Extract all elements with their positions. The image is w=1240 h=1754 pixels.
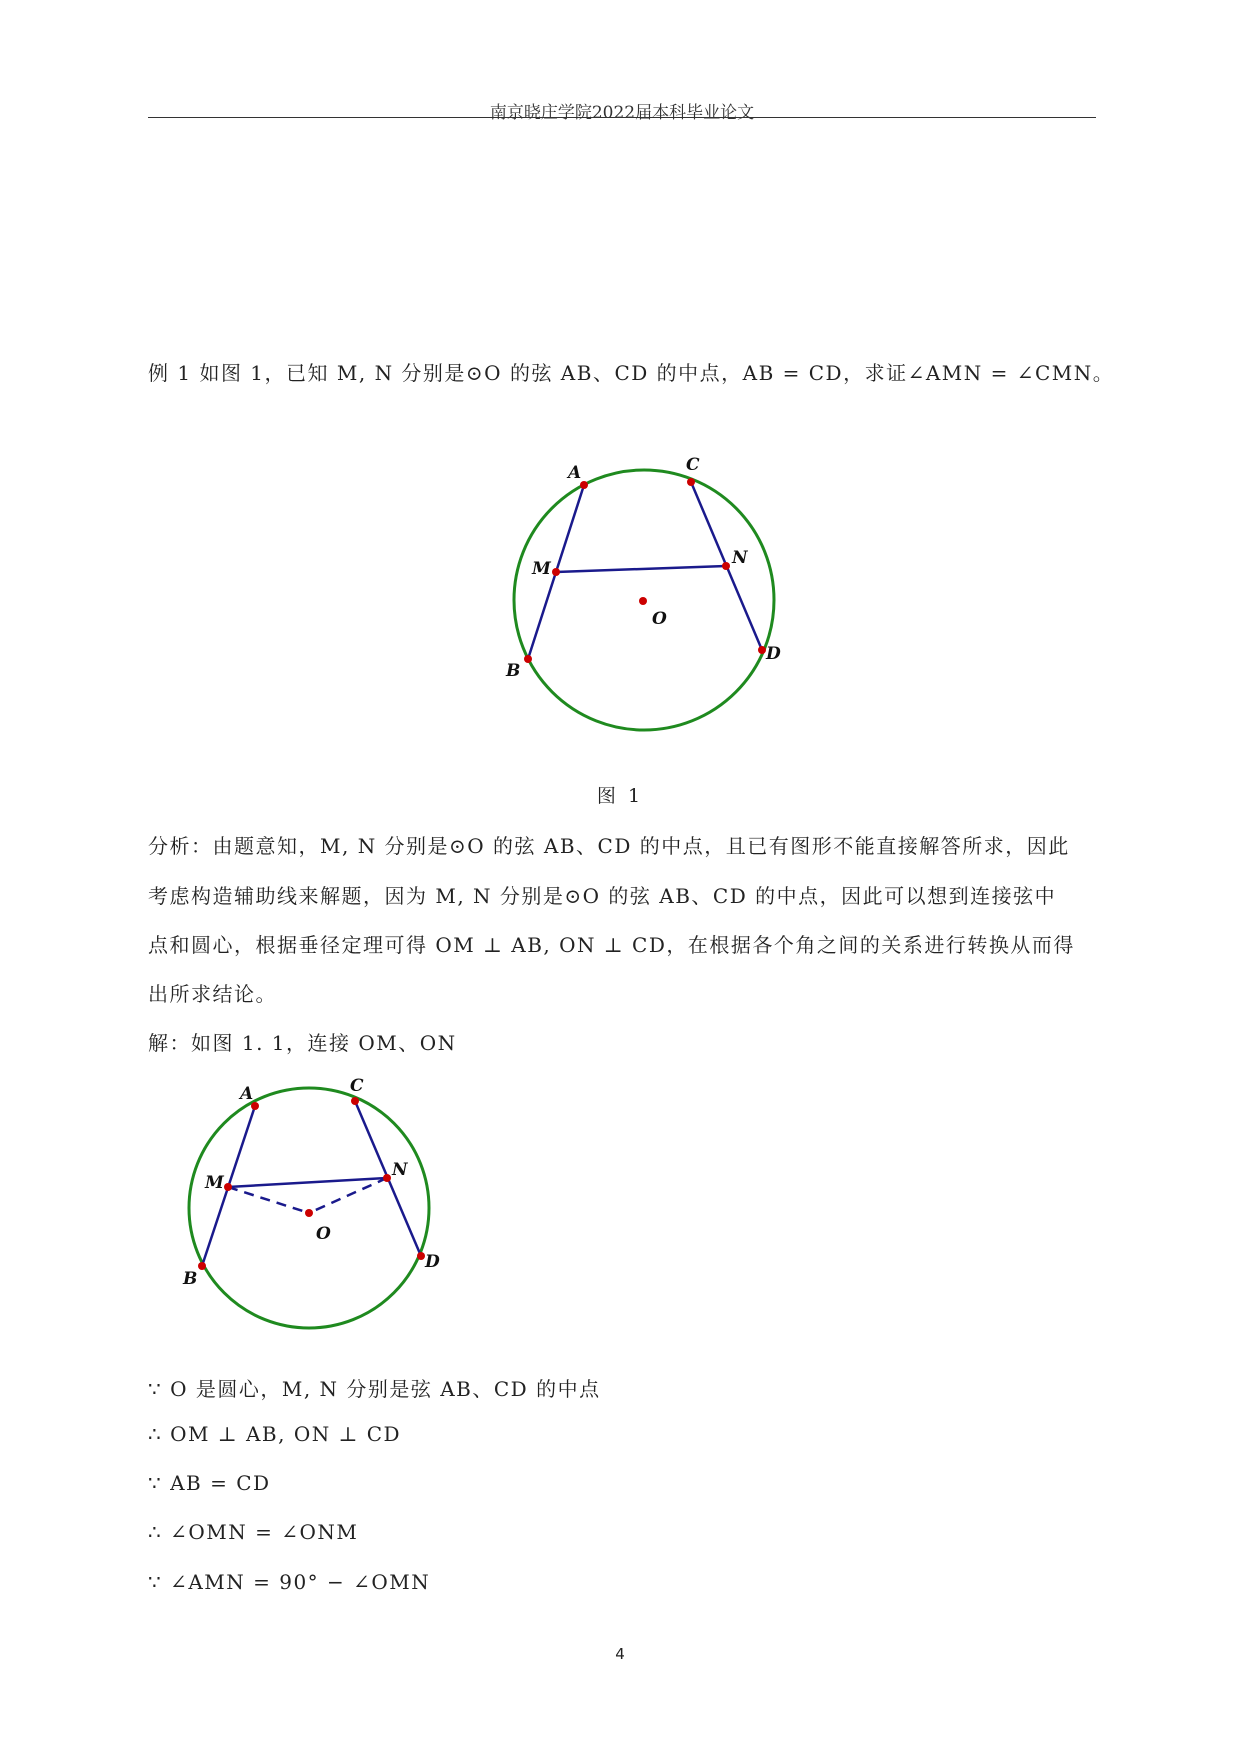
solution-step-4: ∴ ∠OMN = ∠ONM (148, 1520, 359, 1544)
label-c: C (686, 455, 700, 475)
solution-step-3: ∵ AB = CD (148, 1471, 271, 1495)
page-header: 南京晓庄学院2022届本科毕业论文 (489, 103, 755, 123)
label-a-2: A (240, 1084, 254, 1104)
segment-on-dashed (309, 1178, 387, 1213)
point-c-2 (351, 1097, 359, 1105)
label-b: B (506, 661, 521, 681)
label-n-2: N (392, 1160, 408, 1180)
analysis-line-1: 分析：由题意知，M, N 分别是⊙O 的弦 AB、CD 的中点，且已有图形不能直接解答所求，因此 (148, 834, 1070, 858)
header-rule (148, 117, 1096, 118)
analysis-line-2: 考虑构造辅助线来解题，因为 M, N 分别是⊙O 的弦 AB、CD 的中点，因此可以想到连接弦中 (148, 884, 1057, 908)
solution-step-2: ∴ OM ⊥ AB, ON ⊥ CD (148, 1422, 402, 1446)
label-d-2: D (425, 1252, 440, 1272)
point-m-2 (224, 1183, 232, 1191)
segment-mn (556, 566, 726, 572)
label-d: D (766, 644, 781, 664)
point-m (552, 568, 560, 576)
figure-1-caption: 图 1 (596, 785, 644, 807)
solution-step-5: ∵ ∠AMN = 90° − ∠OMN (148, 1570, 431, 1594)
segment-om-dashed (228, 1187, 309, 1213)
solution-step-1: ∵ O 是圆心，M, N 分别是弦 AB、CD 的中点 (148, 1377, 601, 1401)
point-n (722, 562, 730, 570)
example-statement: 例 1 如图 1，已知 M, N 分别是⊙O 的弦 AB、CD 的中点，AB = CD，求证∠AMN = ∠CMN。 (148, 361, 1115, 385)
point-o-2 (305, 1209, 313, 1217)
label-b-2: B (183, 1269, 198, 1289)
solution-intro: 解：如图 1. 1，连接 OM、ON (148, 1031, 457, 1055)
label-o: O (652, 609, 667, 629)
label-m-2: M (205, 1173, 224, 1193)
label-n: N (732, 548, 748, 568)
point-n-2 (383, 1174, 391, 1182)
point-d (758, 646, 766, 654)
point-o (639, 597, 647, 605)
point-b (524, 655, 532, 663)
point-b-2 (198, 1262, 206, 1270)
point-c (687, 478, 695, 486)
analysis-line-3: 点和圆心，根据垂径定理可得 OM ⊥ AB, ON ⊥ CD，在根据各个角之间的关系进行转换从而得 (148, 933, 1075, 957)
label-o-2: O (316, 1224, 331, 1244)
label-a: A (568, 463, 582, 483)
figure-1-1 (170, 1070, 460, 1340)
label-m: M (532, 559, 551, 579)
label-c-2: C (350, 1076, 364, 1096)
circle-o-2 (189, 1088, 429, 1328)
segment-mn-2 (228, 1178, 387, 1187)
figure-1 (460, 445, 800, 745)
page-number: 4 (615, 1645, 625, 1663)
analysis-line-4: 出所求结论。 (148, 982, 277, 1006)
point-d-2 (417, 1252, 425, 1260)
